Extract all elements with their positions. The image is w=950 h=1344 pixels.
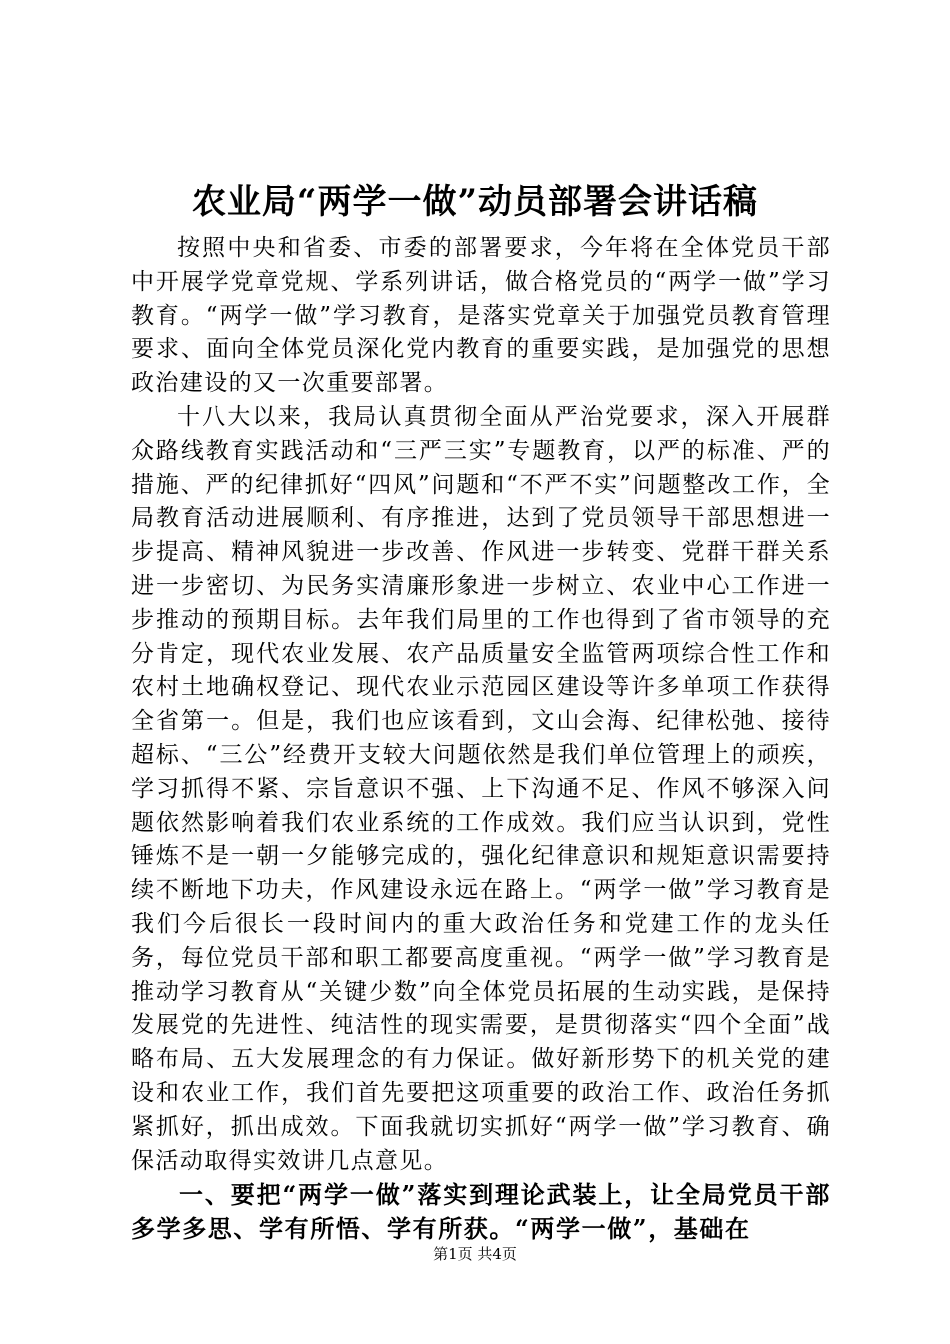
section-heading-1: 一、要把“两学一做”落实到理论武装上，让全局党员干部多学多思、学有所悟、学有所获。“两学一做”，基础在 [131, 1180, 831, 1244]
paragraph-intro: 按照中央和省委、市委的部署要求，今年将在全体党员干部中开展学党章党规、学系列讲话，做合格党员的“两学一做”学习教育。“两学一做”学习教育，是落实党章关于加强党员教育管理要求、面向全体党员深化党内教育的重要实践，是加强党的思想政治建设的又一次重要部署。 [131, 235, 831, 397]
paragraph-review: 十八大以来，我局认真贯彻全面从严治党要求，深入开展群众路线教育实践活动和“三严三实”专题教育，以严的标准、严的措施、严的纪律抓好“四风”问题和“不严不实”问题整改工作，全局教育活动进展顺利、有序推进，达到了党员领导干部思想进一步提高、精神风貌进一步改善、作风进一步转变、党群干群关系进一步密切、为民务实清廉形象进一步树立、农业中心工作进一步推动的预期目标。去年我们局里的工作也得到了省市领导的充分肯定，现代农业发展、农产品质量安全监管两项综合性工作和农村土地确权登记、现代农业示范园区建设等许多单项工作获得全省第一。但是，我们也应该看到，文山会海、纪律松弛、接待超标、“三公”经费开支较大问题依然是我们单位管理上的顽疾，学习抓得不紧、宗旨意识不强、上下沟通不足、作风不够深入问题依然影响着我们农业系统的工作成效。我们应当认识到，党性锤炼不是一朝一夕能够完成的，强化纪律意识和规矩意识需要持续不断地下功夫，作风建设永远在路上。“两学一做”学习教育是我们今后很长一段时间内的重大政治任务和党建工作的龙头任务，每位党员干部和职工都要高度重视。“两学一做”学习教育是推动学习教育从“关键少数”向全体党员拓展的生动实践，是保持发展党的先进性、纯洁性的现实需要，是贯彻落实“四个全面”战略布局、五大发展理念的有力保证。做好新形势下的机关党的建设和农业工作，我们首先要把这项重要的政治工作、政治任务抓紧抓好，抓出成效。下面我就切实抓好“两学一做”学习教育、确保活动取得实效讲几点意见。 [131, 403, 831, 1174]
document-title: 农业局“两学一做”动员部署会讲话稿 [191, 182, 759, 222]
document-body [131, 232, 831, 1246]
page-number-footer: 第1页 共4页 [433, 1245, 517, 1263]
